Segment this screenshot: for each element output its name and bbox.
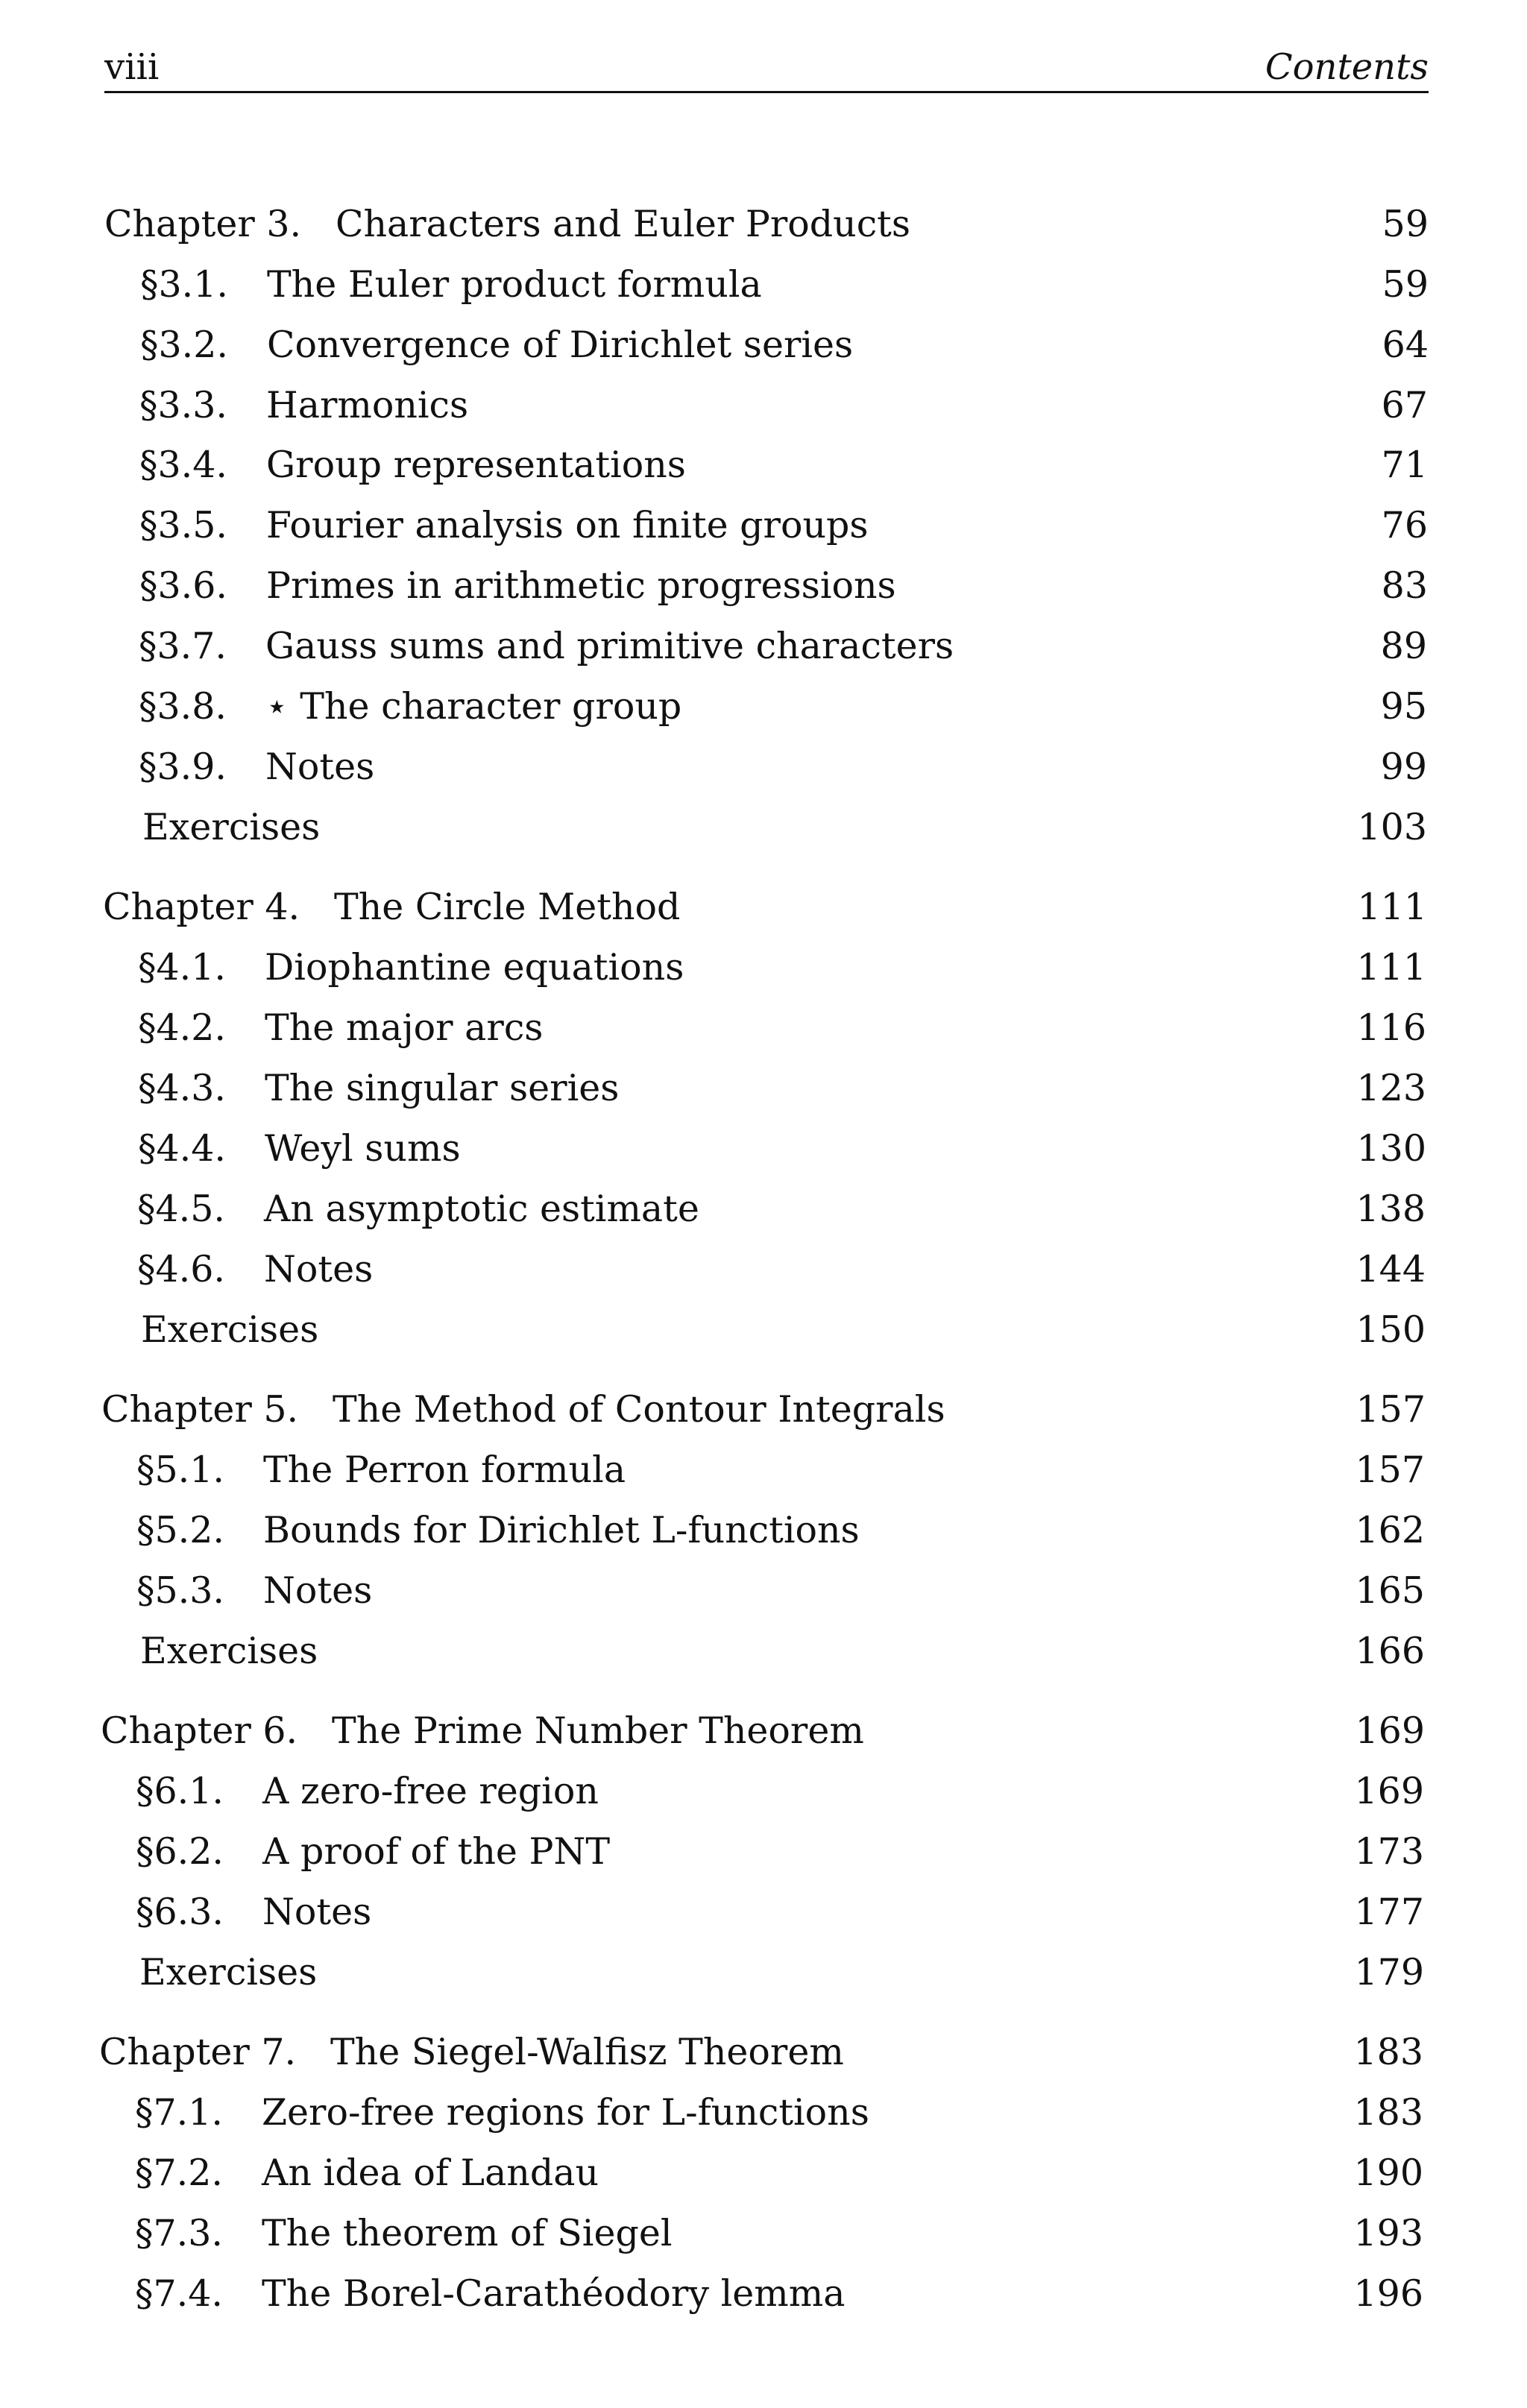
toc-section-row [135,2147,1423,2199]
toc-section-row [135,2268,1423,2320]
toc-section-row [137,1183,1426,1235]
toc-title: ⋆ The character group [265,685,682,728]
toc-page-number: 138 [1356,1188,1426,1230]
toc-exercises-row [139,1947,1424,1999]
toc-number: §3.7. [139,625,227,667]
toc-number: §7.1. [135,2091,224,2134]
running-title: Contents [1265,46,1429,88]
toc-section-row [139,741,1427,793]
toc-title: Group representations [266,444,686,486]
toc-section-row [139,560,1428,612]
toc-number: Chapter 4. [103,886,300,928]
toc-section-row [136,1565,1425,1617]
toc-title: Notes [265,746,375,788]
toc-number: §7.4. [135,2272,224,2315]
toc-title: Zero-free regions for L-functions [262,2091,869,2134]
toc-chapter-row [99,2026,1423,2078]
toc-title: Notes [262,1891,372,1933]
toc-number: §3.6. [139,564,228,607]
toc-title: The Prime Number Theorem [332,1709,864,1752]
toc-page-number: 190 [1353,2152,1423,2194]
toc-number: §3.8. [139,685,227,728]
toc-section-row [139,439,1428,491]
toc-number: §4.6. [137,1248,226,1290]
toc-number: §4.4. [138,1127,227,1170]
toc-number: §5.1. [136,1449,225,1491]
toc-number: §5.3. [136,1569,225,1612]
toc-title: The theorem of Siegel [262,2212,673,2254]
toc-section-row [136,1504,1425,1557]
toc-title: Exercises [140,1630,318,1672]
toc-title: An asymptotic estimate [264,1188,699,1230]
toc-number: §4.3. [138,1067,227,1109]
toc-title: Primes in arithmetic progressions [266,564,896,607]
toc-title: Harmonics [266,384,469,426]
toc-title: Exercises [139,1951,318,1993]
toc-number: §6.2. [136,1830,224,1873]
toc-section-row [136,1886,1424,1938]
toc-chapter-row [104,198,1429,250]
toc-page-number: 165 [1355,1569,1425,1612]
toc-page-number: 173 [1354,1830,1424,1873]
toc-title: The Borel-Carathéodory lemma [262,2272,846,2315]
toc-title: Notes [264,1248,374,1290]
toc-page-number: 64 [1382,324,1429,366]
toc-page-number: 177 [1354,1891,1424,1933]
toc-page-number: 67 [1381,384,1428,426]
toc-section-row [139,681,1427,733]
toc-title: The Method of Contour Integrals [333,1388,945,1431]
toc-section-row [139,499,1428,552]
toc-title: Bounds for Dirichlet L-functions [263,1509,860,1551]
toc-title: The Circle Method [334,886,681,928]
toc-title: Gauss sums and primitive characters [265,625,954,667]
toc-title: Fourier analysis on finite groups [266,504,869,546]
toc-number: §3.5. [139,504,228,546]
toc-title: Notes [263,1569,373,1612]
toc-page-number: 123 [1356,1067,1426,1109]
toc-section-row [140,319,1429,371]
toc-title: Exercises [141,1308,319,1351]
toc-number: Chapter 6. [101,1709,298,1752]
toc-number: Chapter 5. [101,1388,299,1431]
toc-section-row [139,379,1428,432]
toc-section-row [136,1765,1424,1818]
toc-exercises-row [142,801,1427,854]
toc-page-number: 157 [1355,1449,1425,1491]
toc-chapter-row [101,1705,1425,1757]
toc-page-number: 166 [1355,1630,1425,1672]
toc-number: §3.2. [140,324,229,366]
toc-page-number: 150 [1356,1308,1426,1351]
toc-title: A zero-free region [262,1770,599,1812]
toc-section-row [138,1123,1426,1175]
toc-title: Convergence of Dirichlet series [267,324,854,366]
toc-section-row [136,1826,1424,1878]
toc-title: The Siegel-Walfisz Theorem [330,2031,844,2073]
toc-page-number: 130 [1356,1127,1426,1170]
toc-section-row [138,1062,1426,1115]
toc-number: §4.1. [138,946,227,989]
toc-number: §4.5. [137,1188,226,1230]
toc-number: §3.4. [139,444,228,486]
toc-page-number: 59 [1382,263,1429,306]
toc-title: Diophantine equations [265,946,684,989]
toc-page-number: 183 [1353,2091,1423,2134]
toc-title: Characters and Euler Products [336,203,910,245]
toc-title: The Euler product formula [267,263,762,306]
toc-number: §4.2. [138,1006,227,1049]
running-head [104,46,1429,93]
toc-number: §6.3. [136,1891,224,1933]
toc-number: §6.1. [136,1770,224,1812]
toc-title: Weyl sums [265,1127,461,1170]
toc-number: Chapter 3. [104,203,302,245]
toc-number: Chapter 7. [99,2031,297,2073]
toc-chapter-row [101,1384,1426,1436]
toc-section-row [135,2207,1423,2260]
toc-page-number: 193 [1353,2212,1423,2254]
toc-number: §3.9. [139,746,227,788]
toc-title: A proof of the PNT [262,1830,611,1873]
toc-section-row [138,942,1426,994]
toc-section-row [135,2087,1423,2139]
toc-chapter-row [103,881,1427,933]
toc-page-number: 169 [1355,1709,1425,1752]
page-number: viii [104,46,160,88]
toc-page-number: 83 [1381,564,1428,607]
toc-page-number: 111 [1356,946,1426,989]
toc-number: §7.3. [135,2212,224,2254]
toc-page-number: 183 [1353,2031,1423,2073]
toc-section-row [140,259,1429,311]
toc-page-number: 59 [1382,203,1429,245]
toc-exercises-row [140,1625,1425,1677]
toc-title: The major arcs [265,1006,544,1049]
toc-page-number: 169 [1354,1770,1424,1812]
toc-number: §3.1. [140,263,229,306]
toc-page-number: 76 [1381,504,1428,546]
toc-page-number: 99 [1380,746,1427,788]
toc-page-number: 179 [1354,1951,1424,1993]
toc-title: Exercises [142,806,321,848]
toc-page-number: 103 [1357,806,1427,848]
toc-section-row [139,620,1427,672]
toc-title: The singular series [265,1067,620,1109]
toc-number: §5.2. [136,1509,225,1551]
toc-page-number: 196 [1353,2272,1423,2315]
toc-page-number: 71 [1381,444,1428,486]
toc-number: §3.3. [139,384,228,426]
toc-section-row [137,1244,1426,1296]
toc-number: §7.2. [135,2152,224,2194]
toc-exercises-row [141,1304,1426,1356]
toc-page-number: 95 [1380,685,1427,728]
toc-section-row [138,1002,1426,1054]
toc-page-number: 111 [1357,886,1427,928]
toc-page-number: 162 [1355,1509,1425,1551]
toc-section-row [136,1444,1425,1496]
toc-page-number: 89 [1380,625,1427,667]
toc-title: An idea of Landau [262,2152,599,2194]
toc-page-number: 157 [1356,1388,1426,1431]
toc-page-number: 144 [1356,1248,1426,1290]
toc-title: The Perron formula [263,1449,626,1491]
toc-page-number: 116 [1356,1006,1426,1049]
